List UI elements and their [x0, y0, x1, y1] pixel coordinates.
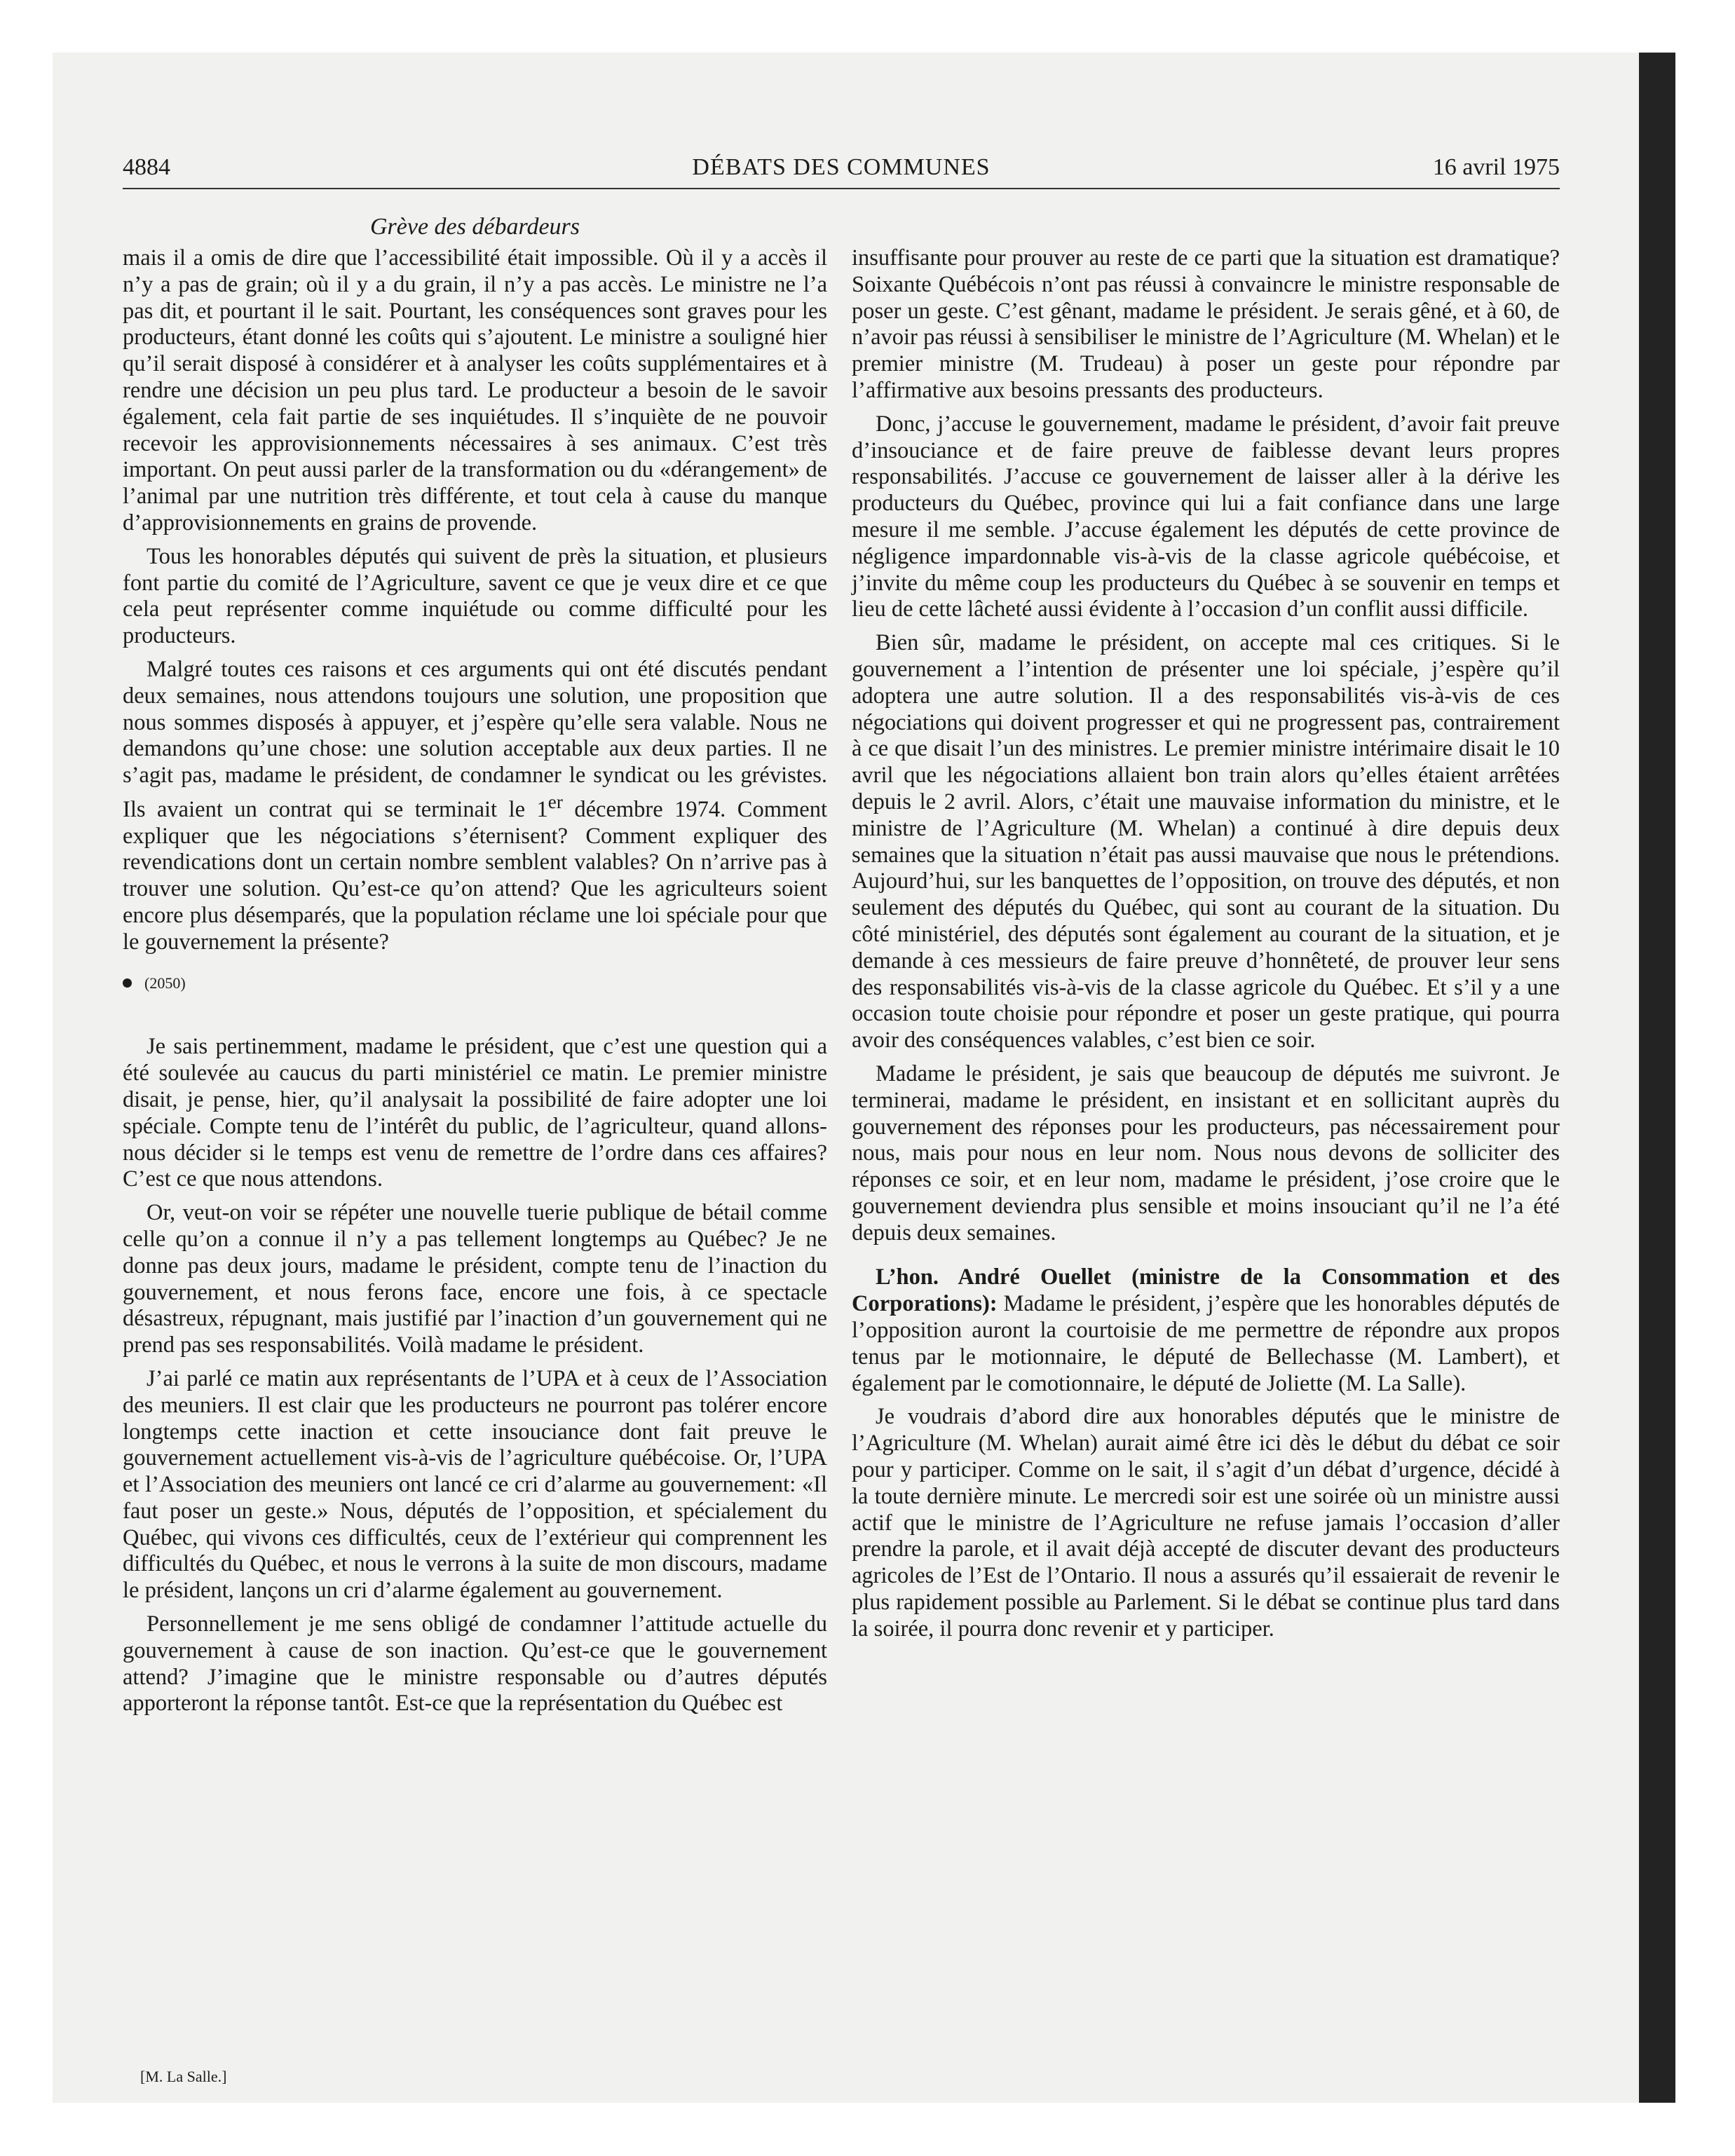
- paragraph-text: Madame le président, j’espère que les honorables députés de l’opposition auront la courtoisie de me permettre de répondre aux propos tenus par le motionnaire, le député de Bellechasse (M. Lambert), et également par le comotionnaire, le député de Joliette (M. La Salle).: [852, 1291, 1560, 1396]
- paragraph: Tous les honorables députés qui suivent de près la situation, et plusieurs font partie du comité de l’Agriculture, savent ce que je veux dire et ce que cela peut représenter comme inquiétude ou comme difficulté pour les producteurs.: [123, 543, 827, 649]
- page-number: 4884: [123, 154, 170, 180]
- paragraph: [123, 657, 827, 956]
- paragraph: Madame le président, je sais que beaucoup de députés me suivront. Je terminerai, madame le président, en insistant et en sollicitant auprès du gouvernement des réponses pour les producteurs, pas nécessairement pour nous, mais pour nous en leur nom. Nous nous devons de solliciter des réponses ce soir, et en leur nom, madame le président, j’ose croire que le gouvernement deviendra plus sensible et moins insouciant qu’il ne l’a été depuis deux semaines.: [852, 1060, 1560, 1246]
- paragraph: Donc, j’accuse le gouvernement, madame le président, d’avoir fait preuve d’insouciance et de faire preuve de faiblesse devant leurs propres responsabilités. J’accuse ce gouvernement de laisser aller à la dérive les producteurs du Québec, province qui lui a fait confiance dans une large mesure il me semble. J’accuse également les députés de cette province de négligence impardonnable vis-à-vis de la classe agricole québécoise, et j’invite du même coup les producteurs du Québec à se souvenir en temps et lieu de cette lâcheté aussi évidente à l’occasion d’un conflit aussi difficile.: [852, 411, 1560, 622]
- running-title: Grève des débardeurs: [370, 214, 580, 240]
- paragraph: J’ai parlé ce matin aux représentants de l’UPA et à ceux de l’Association des meuniers. Il est clair que les producteurs ne pourront pas tolérer encore longtemps cette inaction et cette insouciance dont fait preuve le gouvernement actuellement vis-à-vis de l’agriculture québécoise. Or, l’UPA et l’Association des meuniers ont lancé ce cri d’alarme au gouvernement: «Il faut poser un geste.» Nous, députés de l’opposition, et spécialement du Québec, qui vivons ces difficultés, ceux de l’extérieur qui comprennent les difficultés du Québec, et nous le verrons à la suite de mon discours, madame le président, lançons un cri d’alarme également au gouvernement.: [123, 1365, 827, 1604]
- paragraph: insuffisante pour prouver au reste de ce parti que la situation est dramatique? Soixante Québécois n’ont pas réussi à convaincre le ministre responsable de poser un geste. C’est gênant, madame le président. Je serais gêné, et à 60, de n’avoir pas réussi à sensibiliser le ministre de l’Agriculture (M. Whelan) et le premier ministre (M. Trudeau) à poser un geste pour répondre par l’affirmative aux besoins pressants des producteurs.: [852, 245, 1560, 403]
- paragraph: Bien sûr, madame le président, on accepte mal ces critiques. Si le gouvernement a l’intention de présenter une loi spéciale, j’espère qu’il adoptera une autre solution. Il a des responsabilités vis-à-vis de ces négociations qui doivent progresser et qui ne progressent pas, contrairement à ce que disait l’un des ministres. Le premier ministre intérimaire disait le 10 avril que les négociations allaient bon train alors qu’elles étaient arrêtées depuis le 2 avril. Alors, c’était une mauvaise information du ministre, et le ministre de l’Agriculture (M. Whelan) a continué à dire depuis deux semaines que la situation n’était pas aussi mauvaise que nous le prétendions. Aujourd’hui, sur les banquettes de l’opposition, on trouve des députés, et non seulement des députés du Québec, qui sont au courant de la situation. Du côté ministériel, des députés sont également au courant de la situation, et je demande à ces messieurs de faire preuve d’honnêteté, de prouver leur sens des responsabilités vis-à-vis de la classe agricole du Québec. Et s’il y a une occasion toute choisie pour répondre et poser un geste pratique, qui pourra avoir des conséquences valables, c’est bien ce soir.: [852, 630, 1560, 1053]
- paragraph: mais il a omis de dire que l’accessibilité était impossible. Où il y a accès il n’y a pas de grain; où il y a du grain, il n’y a pas accès. Le ministre ne l’a pas dit, et pourtant il le sait. Pourtant, les conséquences sont graves pour les producteurs, étant donné les coûts qui s’ajoutent. Le ministre a souligné hier qu’il serait disposé à considérer et à analyser les coûts supplémentaires et à rendre une décision un peu plus tard. Le producteur a besoin de le savoir également, cela fait partie de ses inquiétudes. Il s’inquiète de ne pouvoir recevoir les approvisionnements nécessaires à ses animaux. C’est très important. On peut aussi parler de la transformation ou du «dérangement» de l’animal par une nutrition très différente, et tout cela à cause du manque d’approvisionnements en grains de provende.: [123, 245, 827, 535]
- time-marker: [123, 970, 827, 997]
- paragraph: Je sais pertinemment, madame le président, que c’est une question qui a été soulevée au caucus du parti ministériel ce matin. Le premier ministre disait, je pense, hier, qu’il analysait la possibilité de faire adopter une loi spéciale. Compte tenu de l’intérêt du public, de l’agriculteur, quand allons-nous décider si le temps est venu de remettre de l’ordre dans ces affaires? C’est ce que nous attendons.: [123, 1034, 827, 1192]
- right-column: [852, 245, 1560, 1650]
- page-date: 16 avril 1975: [1432, 154, 1560, 180]
- scan-edge-shadow: [1639, 53, 1675, 2103]
- speaker-attribution: [M. La Salle.]: [140, 2068, 227, 2085]
- speaker-paragraph: [852, 1264, 1560, 1397]
- publication-title: DÉBATS DES COMMUNES: [692, 154, 991, 180]
- time-marker-label: (2050): [144, 974, 186, 992]
- paragraph-text: Malgré toutes ces raisons et ces arguments qui ont été discutés pendant deux semaines, nous attendons toujours une solution, une proposition que nous sommes disposés à appuyer, et j’espère qu’elle sera valable. Nous ne demandons qu’une chose: une solution acceptable aux deux parties. Il ne s’agit pas, madame le président, de condamner le syndicat ou les grévistes. Ils avaient un contrat qui se terminait le 1: [123, 656, 827, 822]
- bullet-icon: [123, 978, 132, 988]
- ordinal-superscript: er: [547, 791, 563, 812]
- left-column: [123, 245, 827, 1724]
- paragraph: Personnellement je me sens obligé de condamner l’attitude actuelle du gouvernement à cause de son inaction. Qu’est-ce que le gouvernement attend? J’imagine que le ministre responsable ou d’autres députés apporteront la réponse tantôt. Est-ce que la représentation du Québec est: [123, 1611, 827, 1717]
- page-header: [123, 154, 1560, 191]
- paragraph: Je voudrais d’abord dire aux honorables députés que le ministre de l’Agriculture (M. Whelan) aurait aimé être ici dès le début du débat ce soir pour y participer. Comme on le sait, il s’agit d’un débat d’urgence, décidé à la toute dernière minute. Le mercredi soir est une soirée où un ministre aussi actif que le ministre de l’Agriculture ne refuse jamais l’occasion d’aller prendre la parole, et il avait déjà accepté de discuter devant des producteurs agricoles de l’Est de l’Ontario. Il nous a assurés qu’il essaierait de revenir le plus rapidement possible au Parlement. Si le débat se continue plus tard dans la soirée, il pourra donc revenir et y participer.: [852, 1404, 1560, 1642]
- header-rule: [123, 188, 1560, 189]
- paragraph: Or, veut-on voir se répéter une nouvelle tuerie publique de bétail comme celle qu’on a connue il n’y a pas tellement longtemps au Québec? Je ne donne pas deux jours, madame le président, compte tenu de l’inaction du gouvernement, et nous ferons face, encore une fois, à ce spectacle désastreux, répugnant, mais justifié par l’inaction d’un gouvernement qui ne prend pas ses responsabilités. Voilà madame le président.: [123, 1200, 827, 1358]
- speaker-name: L’hon. André Ouellet (ministre de la Consommation et des Corporations):: [852, 1264, 1560, 1317]
- paragraph-text: décembre 1974. Comment expliquer que les négociations s’éternisent? Comment expliquer des revendications dont un certain nombre semblent valables? On n’arrive pas à trouver une solution. Qu’est-ce qu’on attend? Que les agriculteurs soient encore plus désemparés, que la population réclame une loi spéciale pour que le gouvernement la présente?: [123, 796, 827, 955]
